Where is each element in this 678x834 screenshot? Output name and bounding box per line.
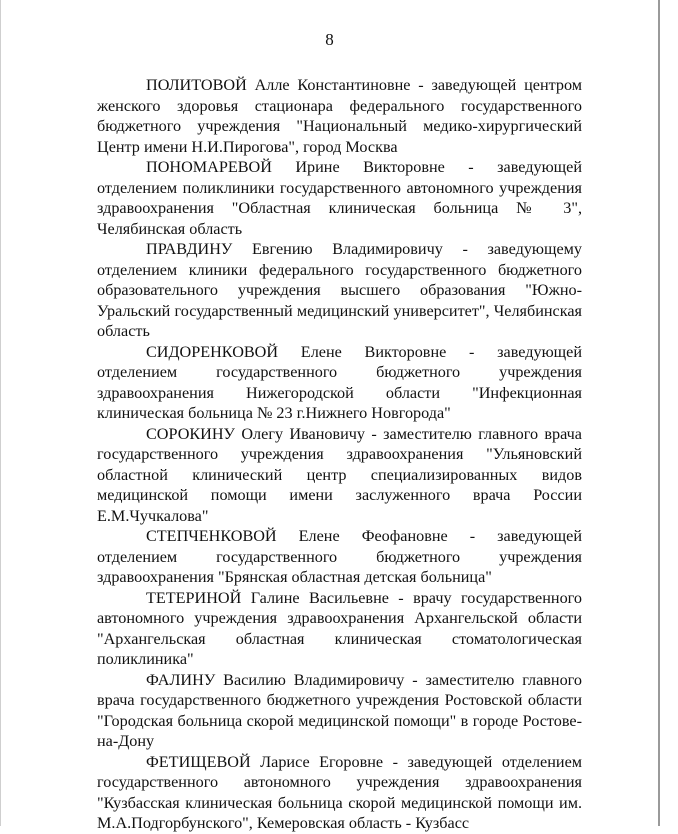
list-item: СИДОРЕНКОВОЙ Елене Викторовне - заведующей отделением государственного бюджетного учреждения здравоохранения Нижегородской области "Инфекционная клиническая больница № 23 г.Нижнего Новгорода" <box>97 342 582 422</box>
list-item: ПОНОМАРЕВОЙ Ирине Викторовне - заведующей отделением поликлиники государственного автономного учреждения здравоохранения "Областная клиническая больница № 3", Челябинская область <box>97 158 582 238</box>
list-item: ФАЛИНУ Василию Владимировичу - заместителю главного врача государственного бюджетного учреждения Ростовской области "Городская больница скорой медицинской помощи" в городе Ростове-на-Дону <box>97 670 582 750</box>
page-number: 8 <box>325 30 334 49</box>
list-item: СОРОКИНУ Олегу Ивановичу - заместителю главного врача государственного учреждения здравоохранения "Ульяновский областной клинический центр специализированных видов медицинской помощи имени заслуженного врача России Е.М.Чучкалова" <box>97 424 582 525</box>
list-item: ПОЛИТОВОЙ Алле Константиновне - заведующей центром женского здоровья стационара федерального государственного бюджетного учреждения "Национальный медико-хирургический Центр имени Н.И.Пирогова", город Москва <box>97 76 582 156</box>
list-item: ПРАВДИНУ Евгению Владимировичу - заведующему отделением клиники федерального государственного бюджетного образовательного учреждения высшего образования "Южно-Уральский государственный медицинский университет", Челябинская область <box>97 240 582 340</box>
list-item: ТЕТЕРИНОЙ Галине Васильевне - врачу государственного автономного учреждения здравоохранения Архангельской области "Архангельская областная клиническая стоматологическая поликлиника" <box>97 588 582 668</box>
awardee-list <box>97 75 582 834</box>
list-item: ФЕТИЩЕВОЙ Ларисе Егоровне - заведующей отделением государственного автономного учреждения здравоохранения "Кузбасская клиническая больница скорой медицинской помощи им. М.А.Подгорбунского", Кемеровская область - Кузбасс <box>97 752 582 832</box>
list-item: СТЕПЧЕНКОВОЙ Елене Феофановне - заведующей отделением государственного бюджетного учреждения здравоохранения "Брянская областная детская больница" <box>97 527 582 586</box>
